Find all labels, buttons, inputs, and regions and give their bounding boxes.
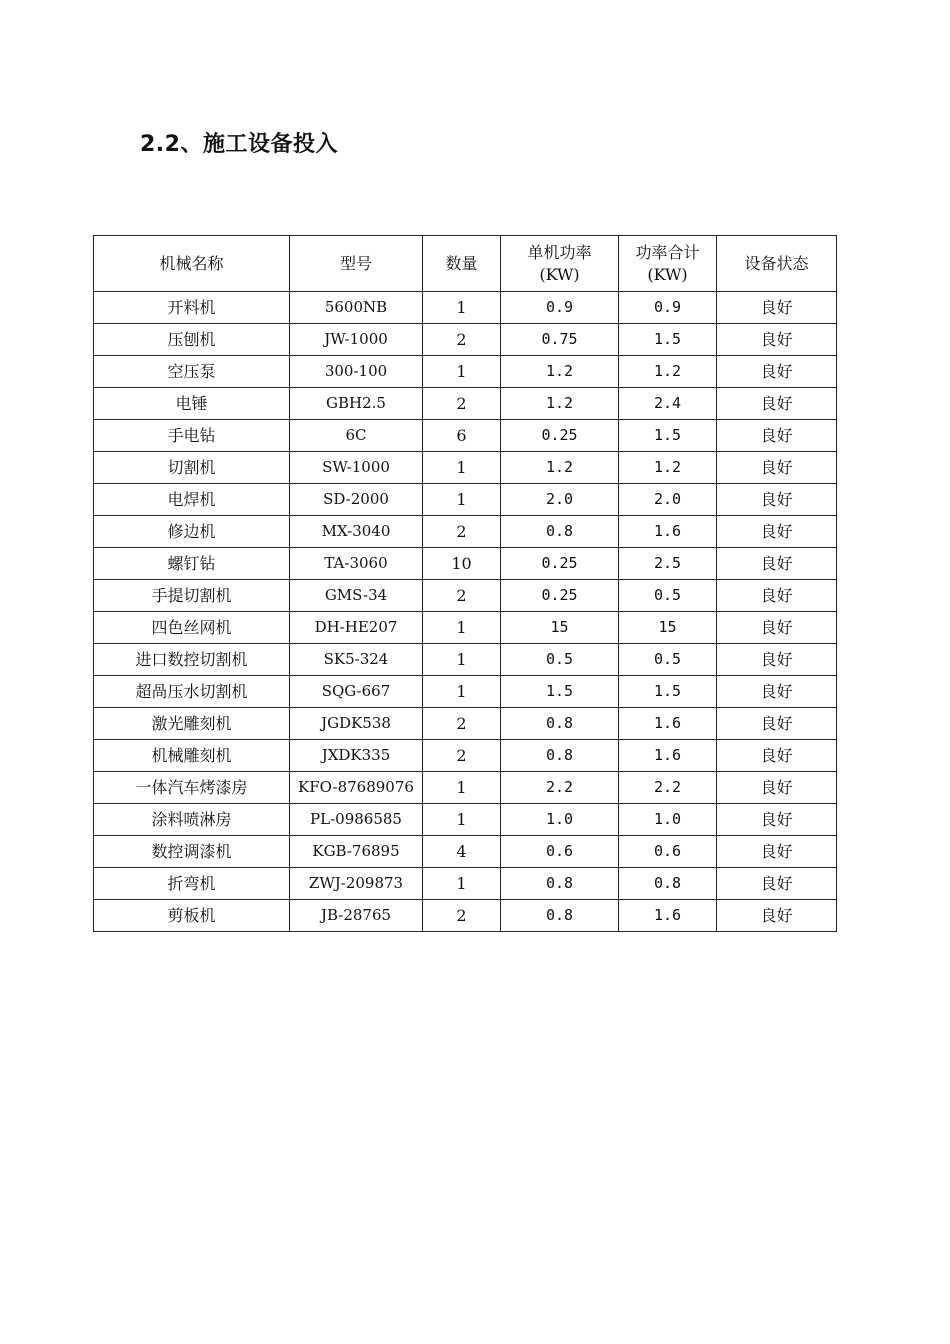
- cell-status: 良好: [717, 676, 837, 708]
- cell-unit-power: 1.2: [501, 388, 619, 420]
- cell-total-power: 0.6: [619, 836, 717, 868]
- cell-name: 切割机: [94, 452, 290, 484]
- table-body: [94, 292, 837, 932]
- cell-unit-power: 1.2: [501, 452, 619, 484]
- cell-qty: 1: [423, 484, 501, 516]
- table-row: [94, 772, 837, 804]
- cell-name: 电锤: [94, 388, 290, 420]
- header-row: [94, 236, 837, 292]
- cell-total-power: 2.4: [619, 388, 717, 420]
- cell-unit-power: 0.6: [501, 836, 619, 868]
- cell-total-power: 2.2: [619, 772, 717, 804]
- cell-total-power: 1.5: [619, 676, 717, 708]
- cell-total-power: 0.8: [619, 868, 717, 900]
- cell-name: 涂料喷淋房: [94, 804, 290, 836]
- cell-total-power: 1.5: [619, 420, 717, 452]
- cell-qty: 4: [423, 836, 501, 868]
- cell-unit-power: 0.8: [501, 516, 619, 548]
- cell-name: 空压泵: [94, 356, 290, 388]
- cell-qty: 1: [423, 612, 501, 644]
- cell-unit-power: 15: [501, 612, 619, 644]
- cell-unit-power: 2.2: [501, 772, 619, 804]
- cell-unit-power: 0.5: [501, 644, 619, 676]
- table-row: [94, 644, 837, 676]
- cell-model: SQG-667: [290, 676, 423, 708]
- cell-model: SD-2000: [290, 484, 423, 516]
- cell-name: 手提切割机: [94, 580, 290, 612]
- header-model: 型号: [290, 236, 423, 292]
- table-row: [94, 900, 837, 932]
- cell-unit-power: 0.8: [501, 708, 619, 740]
- table-row: [94, 548, 837, 580]
- table-row: [94, 484, 837, 516]
- cell-unit-power: 1.5: [501, 676, 619, 708]
- cell-model: KGB-76895: [290, 836, 423, 868]
- cell-name: 一体汽车烤漆房: [94, 772, 290, 804]
- table-row: [94, 420, 837, 452]
- table-row: [94, 388, 837, 420]
- cell-model: TA-3060: [290, 548, 423, 580]
- cell-model: SW-1000: [290, 452, 423, 484]
- cell-name: 修边机: [94, 516, 290, 548]
- cell-total-power: 15: [619, 612, 717, 644]
- table-row: [94, 804, 837, 836]
- table-row: [94, 868, 837, 900]
- cell-qty: 1: [423, 772, 501, 804]
- header-unit-power: [501, 236, 619, 292]
- cell-total-power: 0.5: [619, 644, 717, 676]
- table-row: [94, 836, 837, 868]
- cell-unit-power: 0.8: [501, 900, 619, 932]
- cell-qty: 2: [423, 324, 501, 356]
- cell-qty: 1: [423, 804, 501, 836]
- cell-model: MX-3040: [290, 516, 423, 548]
- header-qty: 数量: [423, 236, 501, 292]
- cell-qty: 1: [423, 868, 501, 900]
- cell-model: JB-28765: [290, 900, 423, 932]
- cell-model: SK5-324: [290, 644, 423, 676]
- cell-name: 手电钻: [94, 420, 290, 452]
- cell-name: 进口数控切割机: [94, 644, 290, 676]
- cell-model: 5600NB: [290, 292, 423, 324]
- page-title: 2.2、施工设备投入: [140, 132, 338, 157]
- table-row: [94, 580, 837, 612]
- cell-total-power: 1.6: [619, 900, 717, 932]
- cell-total-power: 1.6: [619, 708, 717, 740]
- cell-qty: 1: [423, 644, 501, 676]
- cell-status: 良好: [717, 772, 837, 804]
- header-total-power: [619, 236, 717, 292]
- cell-total-power: 0.5: [619, 580, 717, 612]
- cell-name: 压刨机: [94, 324, 290, 356]
- cell-qty: 2: [423, 900, 501, 932]
- header-status: 设备状态: [717, 236, 837, 292]
- cell-status: 良好: [717, 740, 837, 772]
- cell-unit-power: 0.9: [501, 292, 619, 324]
- cell-model: ZWJ-209873: [290, 868, 423, 900]
- table-row: [94, 324, 837, 356]
- table-row: [94, 676, 837, 708]
- cell-model: 300-100: [290, 356, 423, 388]
- table-row: [94, 516, 837, 548]
- cell-model: GMS-34: [290, 580, 423, 612]
- cell-unit-power: 0.8: [501, 740, 619, 772]
- cell-total-power: 1.6: [619, 740, 717, 772]
- cell-name: 四色丝网机: [94, 612, 290, 644]
- cell-total-power: 1.0: [619, 804, 717, 836]
- header-total-power-label: 功率合计: [635, 242, 700, 262]
- cell-model: JGDK538: [290, 708, 423, 740]
- cell-qty: 6: [423, 420, 501, 452]
- table-row: [94, 356, 837, 388]
- header-name: 机械名称: [94, 236, 290, 292]
- cell-total-power: 2.0: [619, 484, 717, 516]
- cell-model: JXDK335: [290, 740, 423, 772]
- table-row: [94, 292, 837, 324]
- cell-unit-power: 0.25: [501, 420, 619, 452]
- equipment-table: [93, 235, 837, 932]
- cell-status: 良好: [717, 292, 837, 324]
- cell-name: 电焊机: [94, 484, 290, 516]
- table-row: [94, 740, 837, 772]
- cell-model: KFO-87689076: [290, 772, 423, 804]
- cell-total-power: 0.9: [619, 292, 717, 324]
- cell-qty: 1: [423, 292, 501, 324]
- cell-status: 良好: [717, 708, 837, 740]
- header-total-power-unit: (KW): [647, 264, 688, 284]
- cell-status: 良好: [717, 420, 837, 452]
- cell-model: GBH2.5: [290, 388, 423, 420]
- cell-name: 开料机: [94, 292, 290, 324]
- cell-status: 良好: [717, 868, 837, 900]
- cell-status: 良好: [717, 900, 837, 932]
- cell-unit-power: 0.75: [501, 324, 619, 356]
- cell-qty: 2: [423, 388, 501, 420]
- cell-unit-power: 0.8: [501, 868, 619, 900]
- table-row: [94, 708, 837, 740]
- header-unit-power-label: 单机功率: [527, 242, 592, 262]
- table-row: [94, 612, 837, 644]
- cell-total-power: 1.5: [619, 324, 717, 356]
- cell-status: 良好: [717, 484, 837, 516]
- cell-status: 良好: [717, 580, 837, 612]
- table-header: [94, 236, 837, 292]
- cell-name: 数控调漆机: [94, 836, 290, 868]
- cell-unit-power: 0.25: [501, 548, 619, 580]
- cell-qty: 2: [423, 740, 501, 772]
- cell-unit-power: 1.2: [501, 356, 619, 388]
- cell-qty: 1: [423, 676, 501, 708]
- cell-status: 良好: [717, 548, 837, 580]
- cell-name: 剪板机: [94, 900, 290, 932]
- cell-model: DH-HE207: [290, 612, 423, 644]
- cell-status: 良好: [717, 452, 837, 484]
- cell-qty: 2: [423, 708, 501, 740]
- cell-unit-power: 1.0: [501, 804, 619, 836]
- cell-qty: 1: [423, 356, 501, 388]
- cell-status: 良好: [717, 324, 837, 356]
- cell-total-power: 1.2: [619, 356, 717, 388]
- cell-total-power: 1.6: [619, 516, 717, 548]
- table-row: [94, 452, 837, 484]
- cell-name: 折弯机: [94, 868, 290, 900]
- cell-name: 激光雕刻机: [94, 708, 290, 740]
- cell-unit-power: 2.0: [501, 484, 619, 516]
- cell-status: 良好: [717, 644, 837, 676]
- cell-qty: 1: [423, 452, 501, 484]
- cell-name: 螺钉钻: [94, 548, 290, 580]
- cell-name: 超咼压水切割机: [94, 676, 290, 708]
- header-unit-power-unit: (KW): [539, 264, 580, 284]
- cell-status: 良好: [717, 356, 837, 388]
- cell-total-power: 2.5: [619, 548, 717, 580]
- cell-model: JW-1000: [290, 324, 423, 356]
- cell-model: 6C: [290, 420, 423, 452]
- cell-status: 良好: [717, 612, 837, 644]
- cell-unit-power: 0.25: [501, 580, 619, 612]
- cell-model: PL-0986585: [290, 804, 423, 836]
- cell-status: 良好: [717, 804, 837, 836]
- cell-qty: 2: [423, 516, 501, 548]
- cell-status: 良好: [717, 516, 837, 548]
- cell-name: 机械雕刻机: [94, 740, 290, 772]
- cell-total-power: 1.2: [619, 452, 717, 484]
- cell-status: 良好: [717, 836, 837, 868]
- cell-qty: 10: [423, 548, 501, 580]
- cell-qty: 2: [423, 580, 501, 612]
- cell-status: 良好: [717, 388, 837, 420]
